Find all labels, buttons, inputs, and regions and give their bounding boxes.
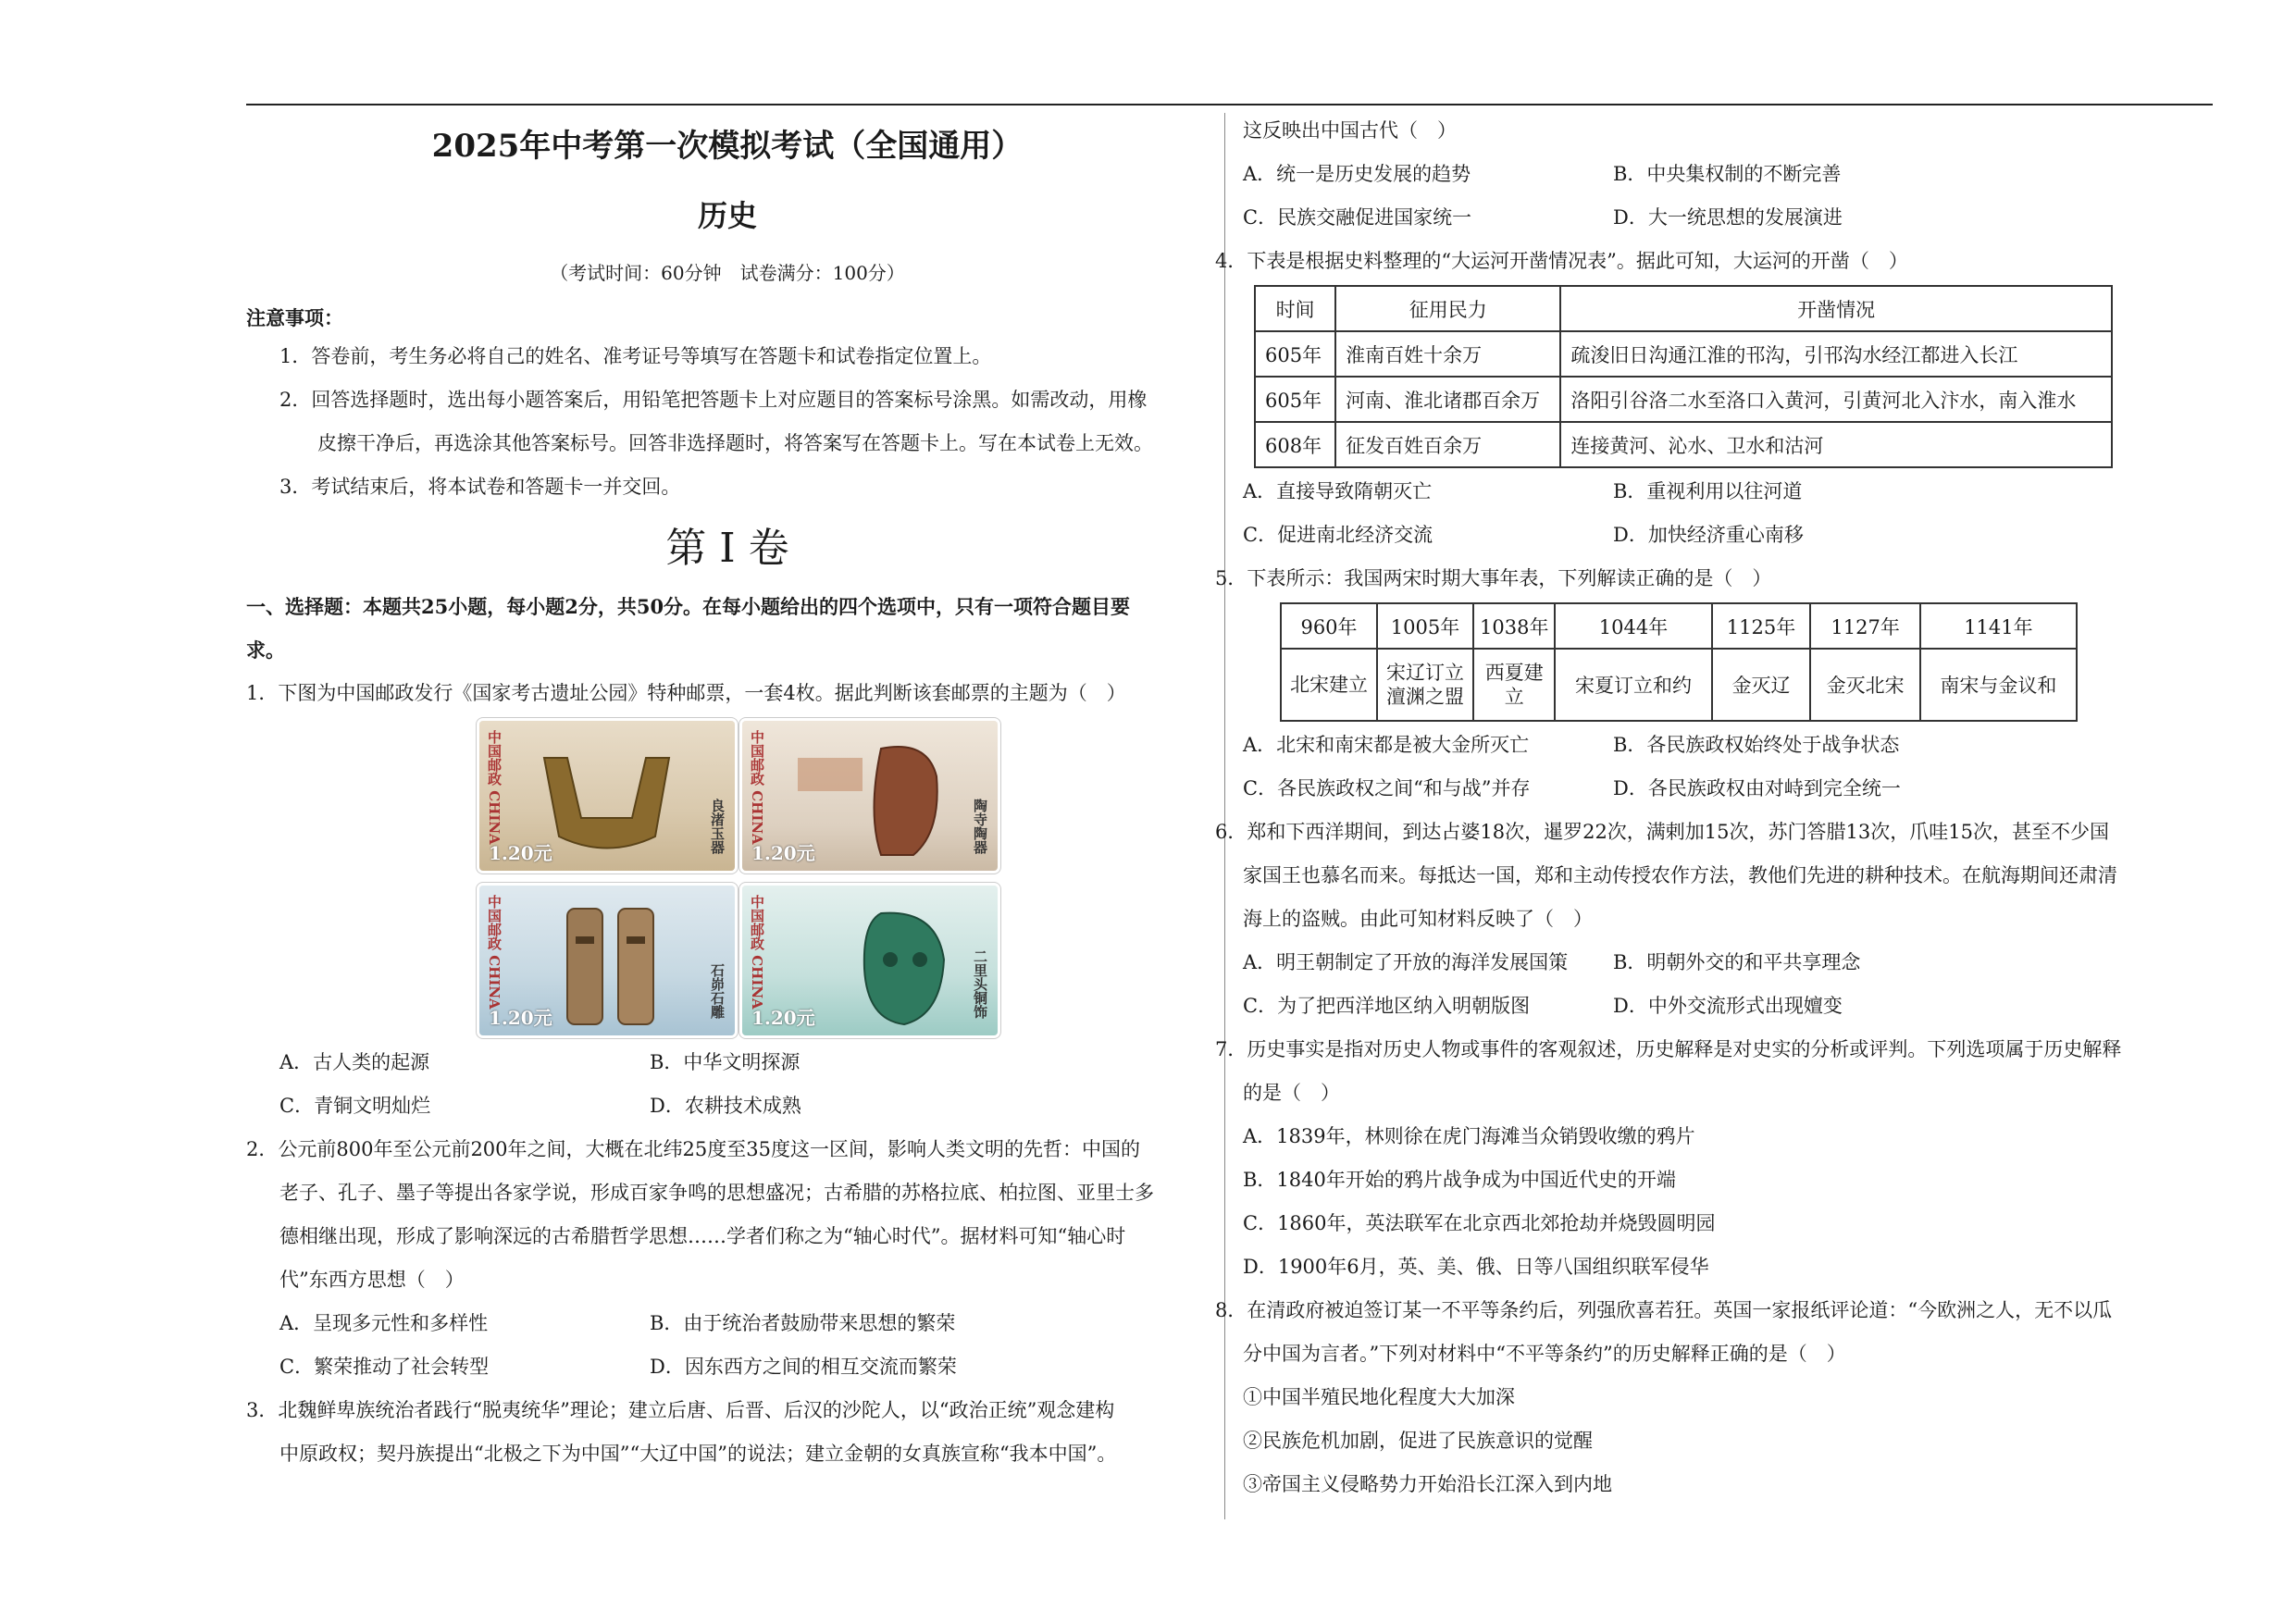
- q6-option-a: A．明王朝制定了开放的海洋发展国策: [1243, 951, 1569, 973]
- top-rule: [246, 104, 2213, 105]
- q7-stem: 7．历史事实是指对历史人物或事件的客观叙述，历史解释是对史实的分析或评判。下列选项属于历史解释: [1215, 1038, 2122, 1060]
- notice-item: 1．答卷前，考生务必将自己的姓名、准考证号等填写在答题卡和试卷指定位置上。: [279, 345, 992, 367]
- q5-option-c: C．各民族政权之间“和与战”并存: [1243, 777, 1531, 799]
- stamp-name: 二里头铜饰: [972, 949, 988, 1019]
- q4-stem: 4．下表是根据史料整理的“大运河开凿情况表”。据此可知，大运河的开凿（ ）: [1215, 250, 1908, 272]
- q8-item: ②民族危机加剧，促进了民族意识的觉醒: [1243, 1430, 1593, 1452]
- exam-subject: 历史: [697, 198, 757, 233]
- q6-option-d: D．中外交流形式出现嬗变: [1613, 995, 1843, 1017]
- stamp-taosi: [742, 721, 998, 871]
- stamp-value: 1.20元: [489, 1007, 552, 1029]
- stamp-name: 良渚玉器: [709, 799, 726, 854]
- table-row: [1281, 649, 2077, 721]
- right-column: [1215, 109, 2215, 1506]
- q5-options-row: [1243, 767, 2215, 811]
- q7-option-a: A．1839年，林则徐在虎门海滩当众销毁收缴的鸦片: [1243, 1125, 1695, 1147]
- q6-stem: 家国王也慕名而来。每抵达一国，郑和主动传授农作方法，教他们先进的耕种技术。在航海期间还肃清: [1243, 864, 2117, 886]
- stamp-name: 陶寺陶器: [972, 799, 988, 854]
- stamp-liangzhu: [479, 721, 735, 871]
- exam-info: （考试时间：60分钟 试卷满分：100分）: [550, 262, 905, 284]
- song-timeline-table: [1280, 602, 2078, 722]
- table-cell: 疏浚旧日沟通江淮的邗沟，引邗沟水经江都进入长江: [1560, 331, 2112, 377]
- stamp-brand: 中国邮政 CHINA: [486, 895, 503, 1010]
- stamp-brand: 中国邮政 CHINA: [749, 730, 765, 845]
- table-header-row: [1281, 603, 2077, 649]
- q4-options-row: [1243, 514, 2215, 557]
- table-cell: 淮南百姓十余万: [1335, 331, 1560, 377]
- q3-stem: 中原政权；契丹族提出“北极之下为中国”“大辽中国”的说法；建立金朝的女真族宣称“我本中国”。: [279, 1443, 1117, 1465]
- table-cell: 1005年: [1377, 603, 1473, 649]
- q7-stem: 的是（ ）: [1243, 1082, 1340, 1104]
- table-cell: 宋夏订立和约: [1555, 649, 1711, 721]
- q5-option-a: A．北宋和南宋都是被大金所灭亡: [1243, 734, 1530, 756]
- table-cell: 1125年: [1712, 603, 1811, 649]
- q3-option-b: B．中央集权制的不断完善: [1613, 163, 1842, 185]
- table-row: [1255, 377, 2112, 422]
- q4-option-d: D．加快经济重心南移: [1613, 524, 1804, 546]
- stamp-name: 石峁石雕: [709, 963, 726, 1019]
- notice-item: 皮擦干净后，再选涂其他答案标号。回答非选择题时，将答案写在答题卡上。写在本试卷上无效。: [317, 432, 1153, 454]
- stamp-brand: 中国邮政 CHINA: [749, 895, 765, 1010]
- q6-option-b: B．明朝外交的和平共享理念: [1613, 951, 1861, 973]
- q6-option-c: C．为了把西洋地区纳入明朝版图: [1243, 995, 1531, 1017]
- q3-options-row: [1243, 196, 2215, 240]
- table-cell: 河南、淮北诸郡百余万: [1335, 377, 1560, 422]
- left-column: [246, 120, 1209, 1476]
- q3-option-d: D．大一统思想的发展演进: [1613, 206, 1843, 229]
- q2-stem: 德相继出现，形成了影响深远的古希腊哲学思想……学者们称之为“轴心时代”。据材料可知“轴心时: [279, 1225, 1126, 1247]
- q8-item: ③帝国主义侵略势力开始沿长江深入到内地: [1243, 1473, 1612, 1495]
- q6-stem: 6．郑和下西洋期间，到达占婆18次，暹罗22次，满剌加15次，苏门答腊13次，爪哇15次，甚至不少国: [1215, 821, 2109, 843]
- table-cell: 1044年: [1555, 603, 1711, 649]
- q5-option-d: D．各民族政权由对峙到完全统一: [1613, 777, 1901, 799]
- table-cell: 金灭辽: [1712, 649, 1811, 721]
- table-cell: 南宋与金议和: [1920, 649, 2077, 721]
- section-heading-cont: 求。: [246, 638, 285, 662]
- table-cell: 608年: [1255, 422, 1335, 467]
- table-cell: 连接黄河、沁水、卫水和沽河: [1560, 422, 2112, 467]
- notice-item: 3．考试结束后，将本试卷和答题卡一并交回。: [279, 476, 681, 498]
- q3-stem: 3．北魏鲜卑族统治者践行“脱夷统华”理论；建立后唐、后晋、后汉的沙陀人，以“政治正统”观念建构: [246, 1399, 1115, 1421]
- q6-stem: 海上的盗贼。由此可知材料反映了（ ）: [1243, 908, 1593, 930]
- q4-options-row: [1243, 470, 2215, 514]
- q5-options-row: [1243, 724, 2215, 767]
- q1-stem: 1．下图为中国邮政发行《国家考古遗址公园》特种邮票，一套4枚。据此判断该套邮票的主题为（ ）: [246, 682, 1126, 704]
- q3-option-a: A．统一是历史发展的趋势: [1243, 163, 1471, 185]
- q8-stem: 8．在清政府被迫签订某一不平等条约后，列强欣喜若狂。英国一家报纸评论道：“今欧洲之人，无不以瓜: [1215, 1299, 2113, 1321]
- q1-option-d: D．农耕技术成熟: [650, 1095, 801, 1117]
- stamp-shimao: [479, 886, 735, 1035]
- table-cell: 1038年: [1473, 603, 1555, 649]
- stamp-value: 1.20元: [751, 842, 815, 864]
- q2-option-b: B．由于统治者鼓励带来思想的繁荣: [650, 1312, 956, 1334]
- table-header-row: [1255, 286, 2112, 331]
- q6-options-row: [1243, 941, 2215, 985]
- table-cell: 1127年: [1810, 603, 1919, 649]
- q4-option-c: C．促进南北经济交流: [1243, 524, 1433, 546]
- table-cell: 605年: [1255, 377, 1335, 422]
- q4-option-a: A．直接导致隋朝灭亡: [1243, 480, 1433, 502]
- q2-option-a: A．呈现多元性和多样性: [279, 1312, 489, 1334]
- q3-stem: 这反映出中国古代（ ）: [1243, 119, 1457, 142]
- q6-options-row: [1243, 985, 2215, 1028]
- q5-option-b: B．各民族政权始终处于战争状态: [1613, 734, 1900, 756]
- table-header: 征用民力: [1335, 286, 1560, 331]
- q1-option-c: C．青铜文明灿烂: [279, 1095, 431, 1117]
- q7-option-b: B．1840年开始的鸦片战争成为中国近代史的开端: [1243, 1169, 1676, 1191]
- table-cell: 洛阳引谷洛二水至洛口入黄河，引黄河北入汴水，南入淮水: [1560, 377, 2112, 422]
- table-cell: 征发百姓百余万: [1335, 422, 1560, 467]
- q2-option-d: D．因东西方之间的相互交流而繁荣: [650, 1356, 957, 1378]
- q2-stem: 代”东西方思想（ ）: [279, 1269, 465, 1291]
- q1-option-b: B．中华文明探源: [650, 1051, 800, 1073]
- table-cell: 金灭北宋: [1810, 649, 1919, 721]
- table-cell: 605年: [1255, 331, 1335, 377]
- q4-option-b: B．重视利用以往河道: [1613, 480, 1803, 502]
- table-cell: 960年: [1281, 603, 1377, 649]
- table-cell: 1141年: [1920, 603, 2077, 649]
- stamp-erlitou: [742, 886, 998, 1035]
- q2-stem: 老子、孔子、墨子等提出各家学说，形成百家争鸣的思想盛况；古希腊的苏格拉底、柏拉图、亚里士多: [279, 1182, 1154, 1204]
- section-heading: 一、选择题：本题共25小题，每小题2分，共50分。在每小题给出的四个选项中，只有一项符合题目要: [246, 595, 1131, 618]
- exam-title: 2025年中考第一次模拟考试（全国通用）: [431, 128, 1024, 165]
- notice-heading: 注意事项：: [246, 306, 343, 329]
- q2-stem: 2．公元前800年至公元前200年之间，大概在北纬25度至35度这一区间，影响人类文明的先哲：中国的: [246, 1138, 1140, 1160]
- stamp-value: 1.20元: [751, 1007, 815, 1029]
- table-header: 开凿情况: [1560, 286, 2112, 331]
- volume-title: 第 I 卷: [665, 525, 789, 572]
- table-cell: 西夏建立: [1473, 649, 1555, 721]
- notice-item: 2．回答选择题时，选出每小题答案后，用铅笔把答题卡上对应题目的答案标号涂黑。如需改动，用橡: [279, 389, 1148, 411]
- table-row: [1255, 422, 2112, 467]
- q7-option-d: D．1900年6月，英、美、俄、日等八国组织联军侵华: [1243, 1256, 1709, 1278]
- q3-options-row: [1243, 153, 2215, 196]
- q8-stem: 分中国为言者。”下列对材料中“不平等条约”的历史解释正确的是（ ）: [1243, 1343, 1846, 1365]
- q3-option-c: C．民族交融促进国家统一: [1243, 206, 1472, 229]
- stamp-sheet: [479, 721, 998, 1035]
- table-cell: 北宋建立: [1281, 649, 1377, 721]
- q1-options-row: [246, 1084, 1209, 1128]
- q1-option-a: A．古人类的起源: [279, 1051, 430, 1073]
- stamp-value: 1.20元: [489, 842, 552, 864]
- table-cell: 宋辽订立澶渊之盟: [1377, 649, 1473, 721]
- q8-item: ①中国半殖民地化程度大大加深: [1243, 1386, 1515, 1408]
- q2-options-row: [246, 1345, 1209, 1389]
- q1-options-row: [246, 1041, 1209, 1084]
- canal-table: [1254, 285, 2113, 468]
- q5-stem: 5．下表所示：我国两宋时期大事年表，下列解读正确的是（ ）: [1215, 567, 1772, 589]
- table-row: [1255, 331, 2112, 377]
- q2-option-c: C．繁荣推动了社会转型: [279, 1356, 490, 1378]
- stamp-brand: 中国邮政 CHINA: [486, 730, 503, 845]
- q7-option-c: C．1860年，英法联军在北京西北郊抢劫并烧毁圆明园: [1243, 1212, 1716, 1234]
- table-header: 时间: [1255, 286, 1335, 331]
- q2-options-row: [246, 1302, 1209, 1345]
